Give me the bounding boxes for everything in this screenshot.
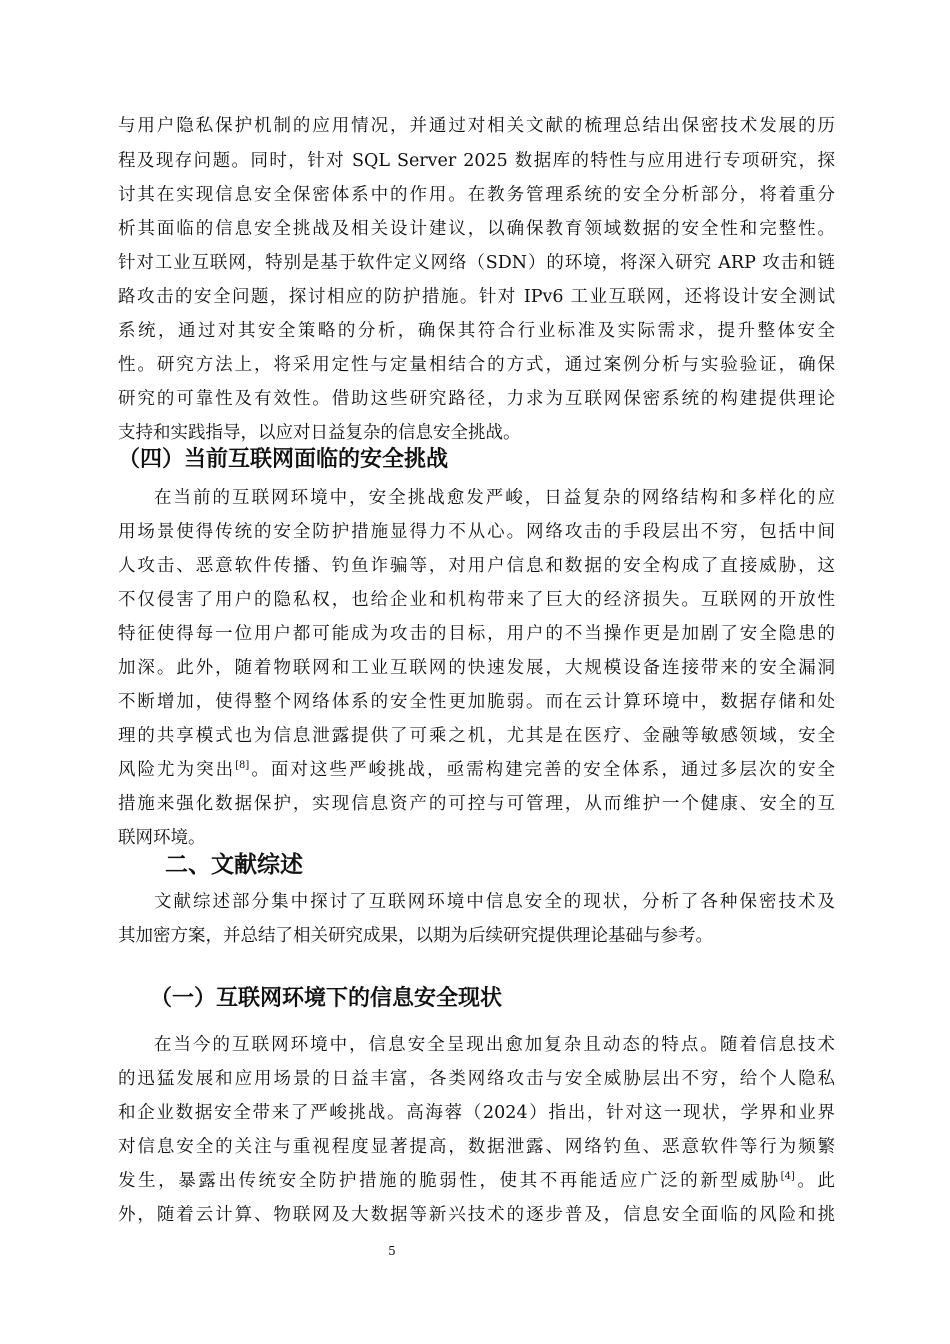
text-line: 外，随着云计算、物联网及大数据等新兴技术的逐步普及，信息安全面临的风险和挑 [118, 1205, 835, 1225]
text-line: 支持和实践指导，以应对日益复杂的信息安全挑战。 [118, 423, 521, 443]
text-line: 在当前的互联网环境中，安全挑战愈发严峻，日益复杂的网络结构和多样化的应 [154, 488, 835, 508]
text-line: 理的共享模式也为信息泄露提供了可乘之机，尤其是在医疗、金融等敏感领域，安全 [118, 726, 835, 746]
text-span: 发生，暴露出传统安全防护措施的脆弱性，使其不再能适应广泛的新型威胁 [118, 1171, 781, 1191]
text-line: 措施来强化数据保护，实现信息资产的可控与可管理，从而维护一个健康、安全的互 [118, 794, 835, 814]
text-line: 特征使得每一位用户都可能成为攻击的目标，用户的不当操作更是加剧了安全隐患的 [118, 624, 835, 644]
text-line: 加深。此外，随着物联网和工业互联网的快速发展，大规模设备连接带来的安全漏洞 [118, 658, 835, 678]
text-line: 和企业数据安全带来了严峻挑战。高海蓉（2024）指出，针对这一现状，学界和业界 [118, 1103, 835, 1123]
citation-marker: [8] [235, 760, 250, 771]
text-line: 析其面临的信息安全挑战及相关设计建议，以确保教育领域数据的安全性和完整性。 [118, 219, 835, 239]
text-span: 风险尤为突出 [118, 760, 236, 780]
section-heading: （一）互联网环境下的信息安全现状 [150, 986, 503, 1011]
text-line: 其加密方案，并总结了相关研究成果，以期为后续研究提供理论基础与参考。 [118, 926, 713, 946]
text-line: 在当今的互联网环境中，信息安全呈现出愈加复杂且动态的特点。随着信息技术 [154, 1035, 835, 1055]
citation-marker: [4] [780, 1171, 795, 1182]
text-line: 与用户隐私保护机制的应用情况，并通过对相关文献的梳理总结出保密技术发展的历 [118, 116, 835, 136]
text-line: 联网环境。 [118, 828, 206, 848]
page-number: 5 [388, 1244, 396, 1258]
chapter-heading: 二、文献综述 [165, 852, 303, 878]
text-line: 用场景使得传统的安全防护措施显得力不从心。网络攻击的手段层出不穷，包括中间 [118, 522, 835, 542]
text-line: 文献综述部分集中探讨了互联网环境中信息安全的现状，分析了各种保密技术及 [154, 892, 835, 912]
text-line: 程及现存问题。同时，针对 SQL Server 2025 数据库的特性与应用进行专项研究，探 [118, 151, 835, 171]
text-line: 不断增加，使得整个网络体系的安全性更加脆弱。而在云计算环境中，数据存储和处 [118, 692, 835, 712]
text-span: 。面对这些严峻挑战，亟需构建完善的安全体系，通过多层次的安全 [249, 760, 835, 780]
text-line: 系统，通过对其安全策略的分析，确保其符合行业标准及实际需求，提升整体安全 [118, 321, 835, 341]
text-span: 。此 [794, 1171, 835, 1191]
text-line: 人攻击、恶意软件传播、钓鱼诈骗等，对用户信息和数据的安全构成了直接威胁，这 [118, 556, 835, 576]
text-line: 讨其在实现信息安全保密体系中的作用。在教务管理系统的安全分析部分，将着重分 [118, 185, 835, 205]
text-line-with-citation [118, 759, 835, 781]
text-line: 研究的可靠性及有效性。借助这些研究路径，力求为互联网保密系统的构建提供理论 [118, 389, 835, 409]
text-line-with-citation [118, 1170, 835, 1192]
text-line: 针对工业互联网，特别是基于软件定义网络（SDN）的环境，将深入研究 ARP 攻击和链 [118, 253, 835, 273]
text-line: 不仅侵害了用户的隐私权，也给企业和机构带来了巨大的经济损失。互联网的开放性 [118, 590, 835, 610]
text-line: 性。研究方法上，将采用定性与定量相结合的方式，通过案例分析与实验验证，确保 [118, 355, 835, 375]
text-line: 的迅猛发展和应用场景的日益丰富，各类网络攻击与安全威胁层出不穷，给个人隐私 [118, 1069, 835, 1089]
text-line: 路攻击的安全问题，探讨相应的防护措施。针对 IPv6 工业互联网，还将设计安全测试 [118, 287, 835, 307]
section-heading: （四）当前互联网面临的安全挑战 [118, 447, 449, 472]
text-line: 对信息安全的关注与重视程度显著提高，数据泄露、网络钓鱼、恶意软件等行为频繁 [118, 1137, 835, 1157]
